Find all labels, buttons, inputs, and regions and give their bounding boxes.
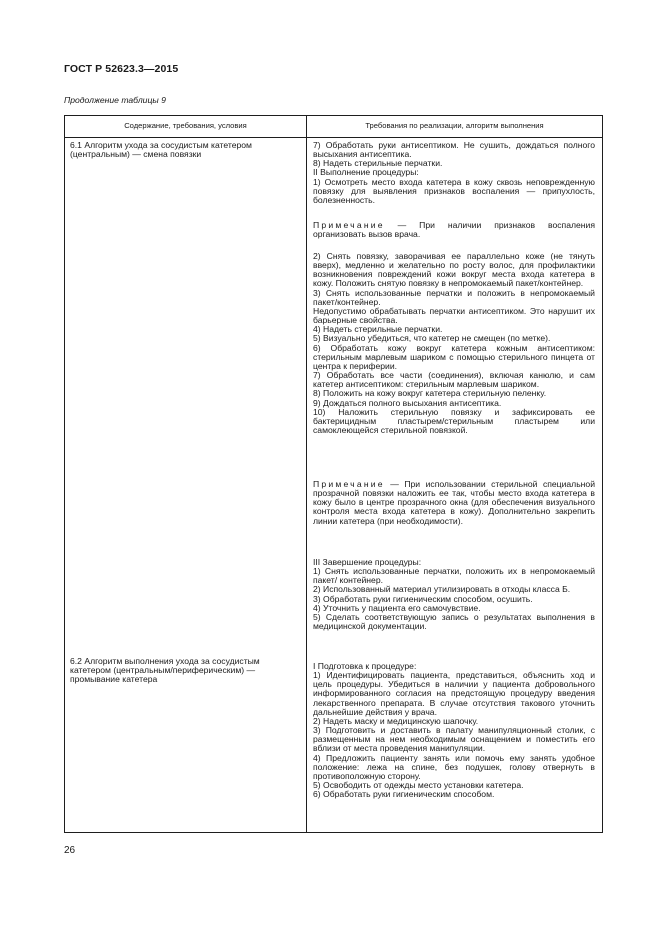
section-heading: III Завершение процедуры:: [313, 557, 422, 567]
table-header-row: [65, 116, 602, 138]
step-text: 3) Обработать руки гигиеническим способом, осушить.: [313, 593, 533, 604]
step-text: 9) Дождаться полного высыхания антисептика.: [313, 397, 502, 408]
step-text: 3) Снять использованные перчатки и положить в непромокаемый пакет/контейнер.: [313, 287, 595, 307]
step-text: 1) Снять использованные перчатки, положить их в непромокаемый пакет/ контейнер.: [313, 566, 595, 586]
section-heading: II Выполнение процедуры:: [313, 167, 419, 178]
requirements-table: [64, 115, 603, 833]
row-6-1-title: 6.1 Алгоритм ухода за сосудистым катетером (центральным) — смена повязки: [70, 140, 252, 160]
step-text: 2) Использованный материал утилизировать в отходы класса Б.: [313, 584, 571, 595]
warning-text: Недопустимо обрабатывать перчатки антисептиком. Это нарушит их барьерные свойства.: [313, 305, 595, 326]
step-text: 1) Осмотреть место входа катетера в кожу сквозь неповрежденную повязку для выявления признаков воспаления — припухлость, болезненность.: [313, 176, 595, 205]
column-divider: [306, 116, 307, 832]
note-label: Примечание: [313, 479, 385, 489]
page-number: 26: [64, 845, 76, 856]
step-text: 8) Положить на кожу вокруг катетера стерильную пеленку.: [313, 388, 547, 399]
section-heading: I Подготовка к процедуре:: [313, 661, 417, 671]
document-standard-header: ГОСТ Р 52623.3—2015: [64, 63, 179, 75]
section-preparation: [313, 662, 595, 799]
table-continuation-caption: Продолжение таблицы 9: [64, 95, 166, 105]
step-text: 6) Обработать кожу вокруг катетера кожным антисептиком: стерильным марлевым шариком с помощью стерильного пинцета от центра к периферии.: [313, 342, 595, 371]
row-6-2-title: 6.2 Алгоритм выполнения ухода за сосудистым катетером (центральным/периферическим) — промывание катетера: [70, 656, 260, 685]
note-text: — При использовании стерильной специальной прозрачной повязки наложить ее так, чтобы место входа катетера в кожу было в центре прозрачного окна (для обеспечения визуального контроля места входа катетера в кожу). Дополнительно закрепить линии катетера (при необходимости).: [313, 479, 595, 526]
note-transparent-dressing: [313, 480, 595, 526]
section-dressing-change-steps: [313, 252, 595, 435]
step-text: 2) Снять повязку, заворачивая ее параллельно коже (не тянуть вверх), медленно и желательно по росту волос, для профилактики возникновения повреждений кожи вокруг места входа катетера в кожу. Положить снятую повязку в непромокаемый пакет/контейнер.: [313, 251, 595, 289]
note-inflammation: [313, 221, 595, 239]
note-text: — При наличии признаков воспаления организовать вызов врача.: [313, 220, 595, 240]
step-text: 8) Надеть стерильные перчатки.: [313, 158, 443, 169]
step-text: 4) Предложить пациенту занять или помочь ему занять удобное положение: лежа на спине, без подушек, голову отвернуть в противоположную сторону.: [313, 752, 595, 781]
step-text: 5) Сделать соответствующую запись о результатах выполнения в медицинской документации.: [313, 611, 595, 632]
column-header-requirements: Требования по реализации, алгоритм выполнения: [365, 121, 544, 130]
step-text: 3) Подготовить и доставить в палату манипуляционный столик, с размещенным на нем необходимым оснащением и поместить его вблизи от места проведения манипуляции.: [313, 725, 595, 754]
section-completion: [313, 558, 595, 631]
step-text: 5) Освободить от одежды место установки катетера.: [313, 780, 524, 791]
step-text: 10) Наложить стерильную повязку и зафиксировать ее бактерицидным пластырем/стерильным пластырем или самоклеющейся стерильной повязкой.: [313, 406, 595, 435]
step-text: 7) Обработать все части (соединения), включая канюлю, и сам катетер антисептиком: стерильным марлевым шариком.: [313, 370, 595, 390]
step-text: 1) Идентифицировать пациента, представиться, объяснить ход и цель процедуры. Убедиться в наличии у пациента добровольного информированного согласия на предстоящую процедуру введения лекарственного препарата. В случае отсутствия такового уточнить дальнейшие действия у врача.: [313, 670, 595, 717]
step-text: 5) Визуально убедиться, что катетер не смещен (по метке).: [313, 333, 551, 344]
step-text: 4) Надеть стерильные перчатки.: [313, 324, 443, 335]
section-hygiene-and-execution: [313, 141, 595, 205]
step-text: 6) Обработать руки гигиеническим способом.: [313, 789, 495, 800]
column-header-content: Содержание, требования, условия: [124, 121, 247, 130]
step-text: 7) Обработать руки антисептиком. Не сушить, дождаться полного высыхания антисептика.: [313, 140, 595, 160]
note-label: Примечание: [313, 220, 385, 230]
step-text: 4) Уточнить у пациента его самочувствие.: [313, 602, 481, 613]
step-text: 2) Надеть маску и медицинскую шапочку.: [313, 715, 479, 726]
